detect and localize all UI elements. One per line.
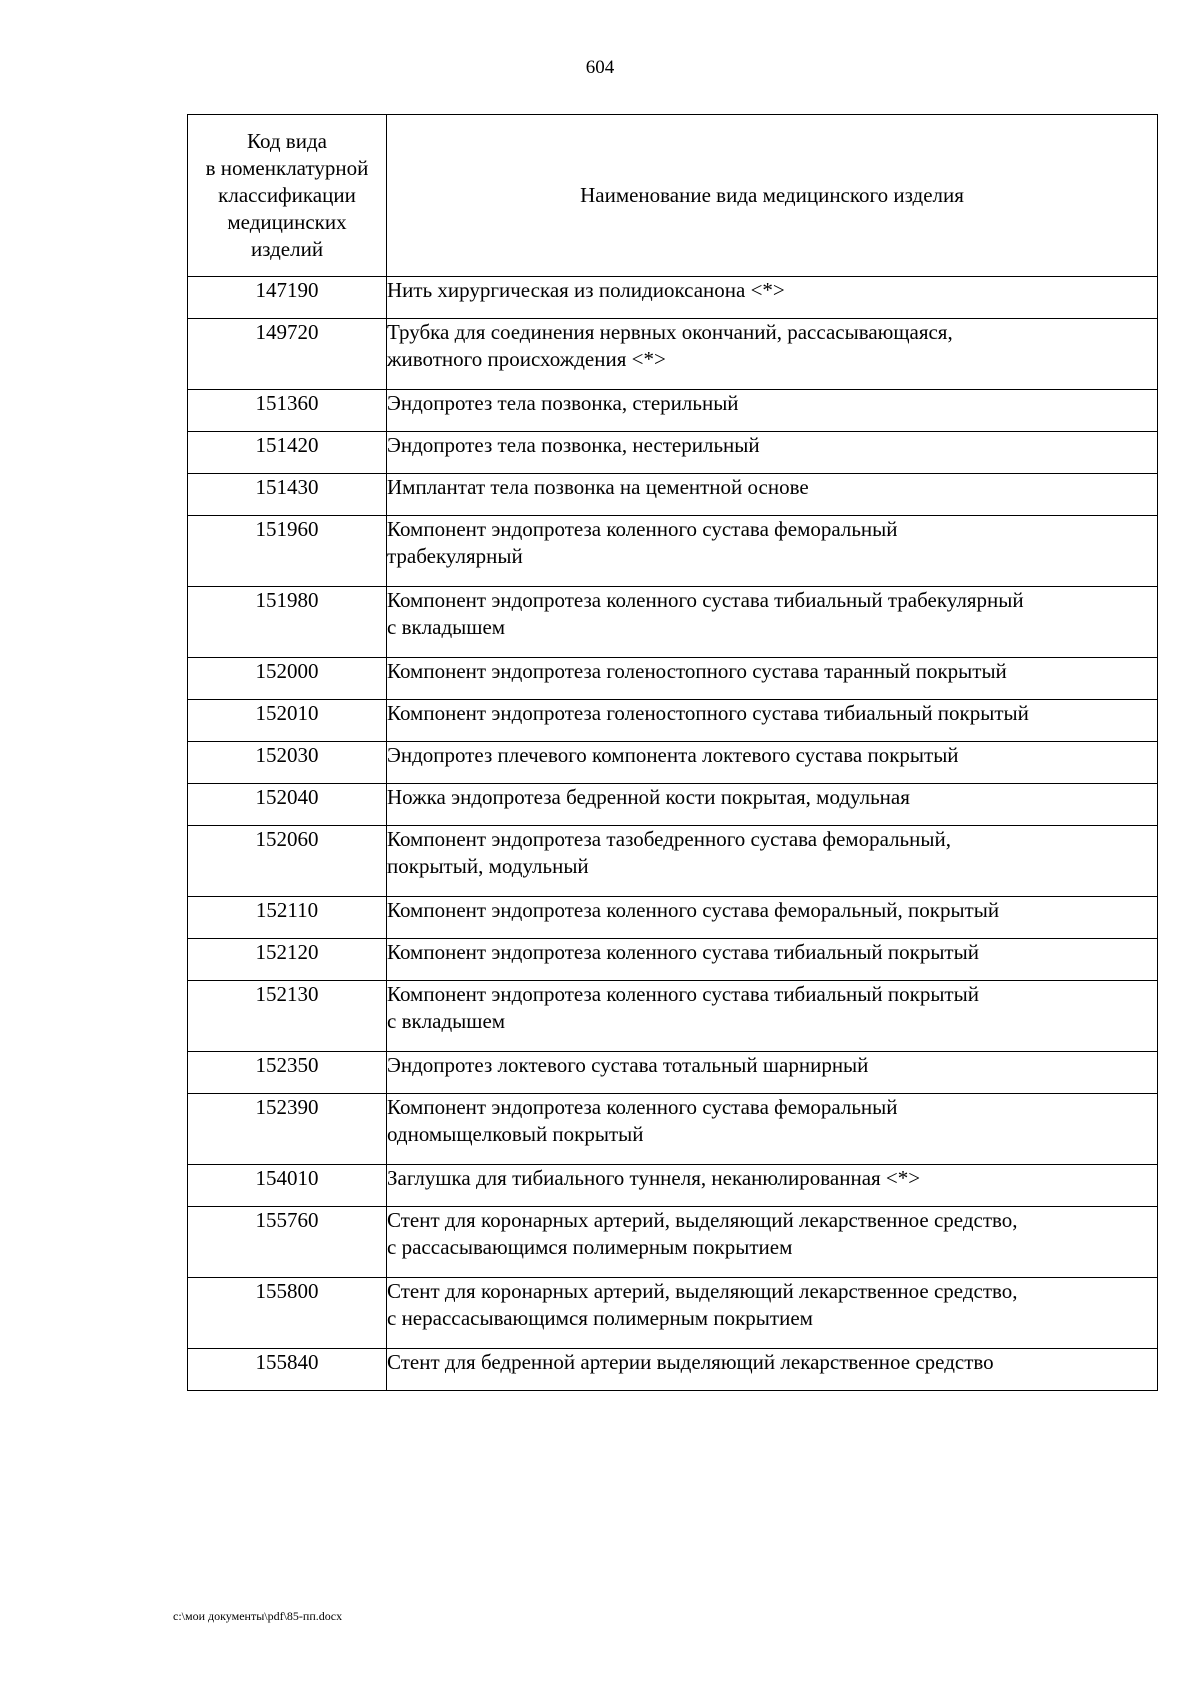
device-code-cell: 151430 — [188, 474, 387, 516]
table-row — [188, 897, 1158, 939]
device-name-cell: Эндопротез тела позвонка, стерильный — [387, 390, 1158, 432]
table-row — [188, 658, 1158, 700]
table-row — [188, 319, 1158, 390]
table-row — [188, 432, 1158, 474]
device-code-cell: 151360 — [188, 390, 387, 432]
table-row — [188, 474, 1158, 516]
table-row — [188, 742, 1158, 784]
table-row — [188, 1349, 1158, 1391]
column-header-code-text: Код вида в номенклатурной классификации медицинских изделий — [205, 129, 369, 261]
device-name-cell: Компонент эндопротеза коленного сустава феморальный, покрытый — [387, 897, 1158, 939]
device-code-cell: 152120 — [188, 939, 387, 981]
device-name-cell: Компонент эндопротеза голеностопного сустава тибиальный покрытый — [387, 700, 1158, 742]
device-code-cell: 152110 — [188, 897, 387, 939]
table-row — [188, 516, 1158, 587]
device-code-cell: 152010 — [188, 700, 387, 742]
table-row — [188, 1052, 1158, 1094]
medical-devices-table — [187, 114, 1158, 1391]
device-code-cell: 155840 — [188, 1349, 387, 1391]
device-name-cell: Компонент эндопротеза коленного сустава феморальный одномыщелковый покрытый — [387, 1094, 1158, 1165]
table-row — [188, 587, 1158, 658]
table-row — [188, 1207, 1158, 1278]
device-name-cell: Ножка эндопротеза бедренной кости покрытая, модульная — [387, 784, 1158, 826]
column-header-name: Наименование вида медицинского изделия — [387, 115, 1158, 277]
table-header-row — [188, 115, 1158, 277]
device-name-cell: Компонент эндопротеза тазобедренного сустава феморальный, покрытый, модульный — [387, 826, 1158, 897]
device-code-cell: 155800 — [188, 1278, 387, 1349]
table-row — [188, 277, 1158, 319]
device-code-cell: 154010 — [188, 1165, 387, 1207]
device-code-cell: 152390 — [188, 1094, 387, 1165]
device-code-cell: 147190 — [188, 277, 387, 319]
device-code-cell: 149720 — [188, 319, 387, 390]
table-body — [188, 277, 1158, 1391]
device-code-cell: 152130 — [188, 981, 387, 1052]
table-row — [188, 939, 1158, 981]
device-code-cell: 152060 — [188, 826, 387, 897]
column-header-code — [188, 115, 387, 277]
table-row — [188, 700, 1158, 742]
device-code-cell: 155760 — [188, 1207, 387, 1278]
device-code-cell: 152040 — [188, 784, 387, 826]
device-code-cell: 152350 — [188, 1052, 387, 1094]
device-code-cell: 152030 — [188, 742, 387, 784]
device-name-cell: Эндопротез тела позвонка, нестерильный — [387, 432, 1158, 474]
device-name-cell: Компонент эндопротеза коленного сустава тибиальный покрытый — [387, 939, 1158, 981]
device-name-cell: Нить хирургическая из полидиоксанона <*> — [387, 277, 1158, 319]
table-row — [188, 1094, 1158, 1165]
device-code-cell: 151960 — [188, 516, 387, 587]
table-row — [188, 390, 1158, 432]
device-name-cell: Эндопротез плечевого компонента локтевого сустава покрытый — [387, 742, 1158, 784]
table-row — [188, 826, 1158, 897]
table-row — [188, 1278, 1158, 1349]
device-code-cell: 152000 — [188, 658, 387, 700]
footer-file-path: c:\мои документы\pdf\85-пп.docx — [173, 1609, 343, 1623]
device-name-cell: Заглушка для тибиального туннеля, неканюлированная <*> — [387, 1165, 1158, 1207]
device-name-cell: Стент для бедренной артерии выделяющий лекарственное средство — [387, 1349, 1158, 1391]
device-name-cell: Трубка для соединения нервных окончаний, рассасывающаяся, животного происхождения <*> — [387, 319, 1158, 390]
device-name-cell: Имплантат тела позвонка на цементной основе — [387, 474, 1158, 516]
device-code-cell: 151980 — [188, 587, 387, 658]
device-name-cell: Стент для коронарных артерий, выделяющий лекарственное средство, с нерассасывающимся полимерным покрытием — [387, 1278, 1158, 1349]
device-name-cell: Стент для коронарных артерий, выделяющий лекарственное средство, с рассасывающимся полимерным покрытием — [387, 1207, 1158, 1278]
device-name-cell: Компонент эндопротеза коленного сустава тибиальный трабекулярный с вкладышем — [387, 587, 1158, 658]
page-number: 604 — [585, 57, 615, 78]
table-row — [188, 981, 1158, 1052]
device-name-cell: Эндопротез локтевого сустава тотальный шарнирный — [387, 1052, 1158, 1094]
device-name-cell: Компонент эндопротеза голеностопного сустава таранный покрытый — [387, 658, 1158, 700]
device-name-cell: Компонент эндопротеза коленного сустава тибиальный покрытый с вкладышем — [387, 981, 1158, 1052]
table-row — [188, 784, 1158, 826]
device-code-cell: 151420 — [188, 432, 387, 474]
table-row — [188, 1165, 1158, 1207]
device-name-cell: Компонент эндопротеза коленного сустава феморальный трабекулярный — [387, 516, 1158, 587]
